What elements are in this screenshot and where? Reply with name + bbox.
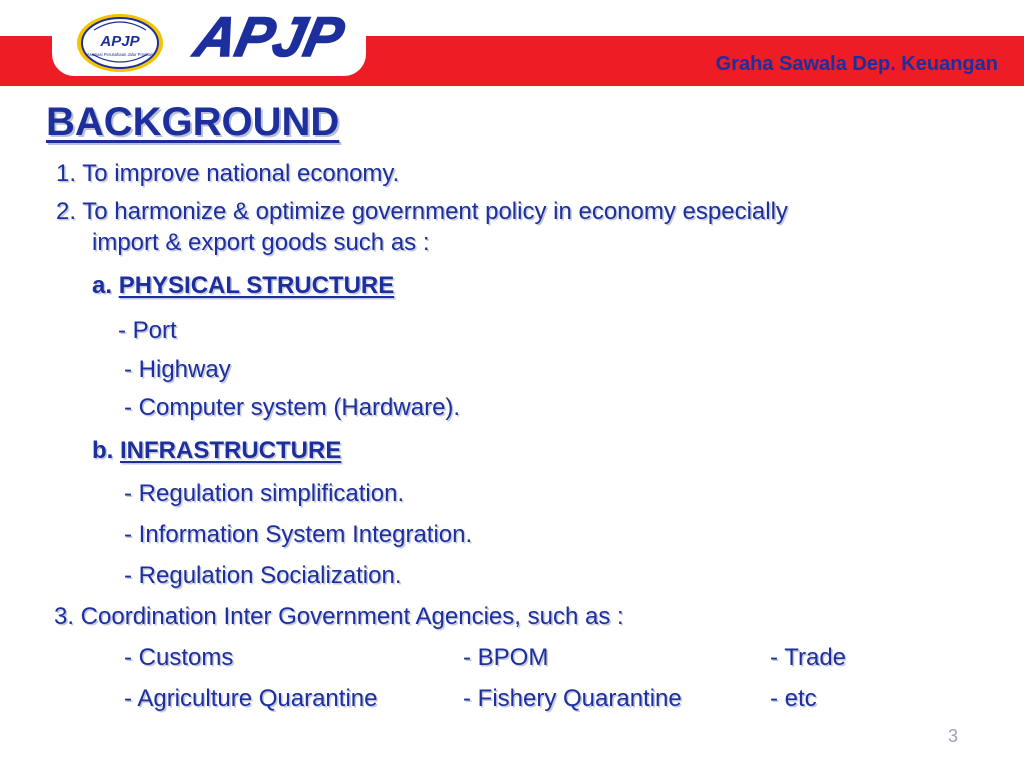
section-b-title: INFRASTRUCTURE (120, 437, 342, 464)
point-2-line-2: import & export goods such as : (92, 229, 430, 256)
header-caption: Graha Sawala Dep. Keuangan (715, 53, 998, 75)
slide-title: BACKGROUND (46, 100, 340, 144)
section-a-heading (92, 272, 394, 300)
section-b-heading (92, 437, 341, 465)
section-a-title: PHYSICAL STRUCTURE (118, 272, 395, 299)
apjp-emblem-logo (74, 10, 166, 74)
apjp-wordmark-logo (172, 6, 358, 68)
agency-item: - Customs (124, 644, 234, 671)
wordmark-text: APJP (189, 6, 350, 68)
agency-item: - etc (770, 685, 817, 712)
point-3: 3. Coordination Inter Government Agencies, such as : (54, 603, 624, 630)
agency-item: - Agriculture Quarantine (124, 685, 378, 712)
section-a-item: - Computer system (Hardware). (124, 394, 461, 421)
agency-item: - Trade (770, 644, 847, 671)
section-a-item: - Port (118, 317, 177, 344)
page-number: 3 (948, 726, 959, 746)
agency-item: - BPOM (463, 644, 549, 671)
section-b-item: - Regulation simplification. (124, 480, 405, 507)
point-2-line-1: 2. To harmonize & optimize government policy in economy especially (56, 198, 788, 225)
section-a-item: - Highway (124, 356, 231, 383)
emblem-subtext: Asosiasi Perusahaan Jalur Prioritas (86, 52, 154, 57)
point-1: 1. To improve national economy. (56, 160, 400, 187)
section-a-prefix: a. (92, 272, 113, 299)
section-b-item: - Information System Integration. (124, 521, 473, 548)
section-b-prefix: b. (92, 437, 114, 464)
agency-item: - Fishery Quarantine (463, 685, 682, 712)
section-b-item: - Regulation Socialization. (124, 562, 402, 589)
emblem-text: APJP (100, 33, 140, 50)
